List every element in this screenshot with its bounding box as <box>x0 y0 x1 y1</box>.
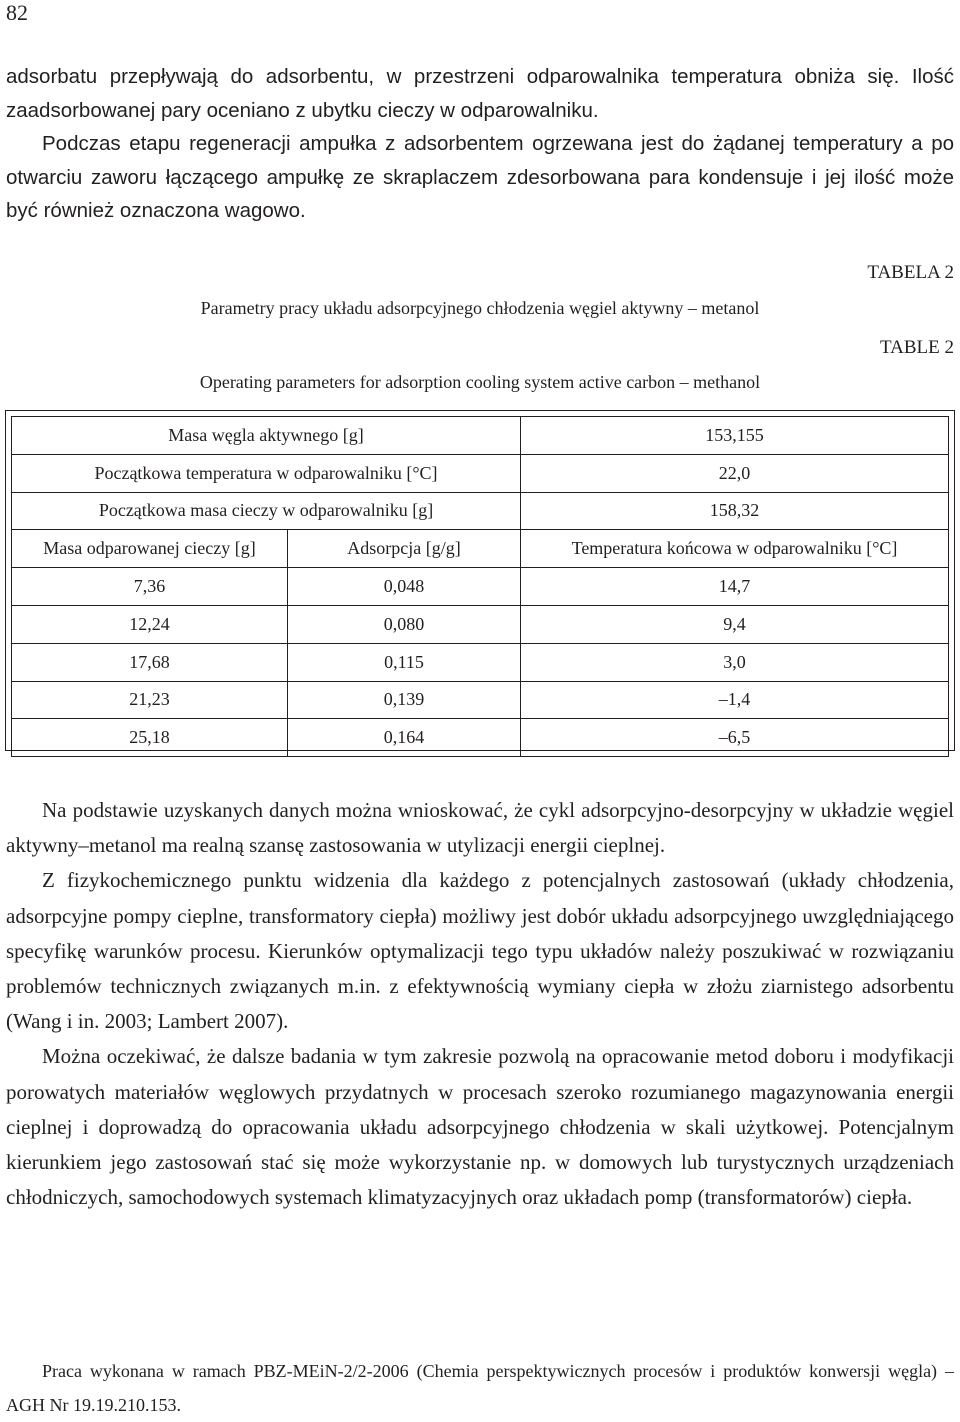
table-label-pl: TABELA 2 <box>867 262 954 283</box>
table-row <box>12 568 949 606</box>
table-cell: 0,080 <box>288 605 521 643</box>
table-cell: 0,115 <box>288 643 521 681</box>
body-paragraph-3: Można oczekiwać, że dalsze badania w tym zakresie pozwolą na opracowanie metod doboru i modyfikacji porowatych materiałów węglowych przydatnych w procesach szeroko rozumianego magazynowania energii cieplnej i doprowadzą do opracowania układu adsorpcyjnego chłodzenia w skali użytkowej. Potencjalnym kierunkiem jego zastosowań stać się może wykorzystanie np. w domowych lub turystycznych urządzeniach chłodniczych, samochodowych systemach klimatyzacyjnych oraz układach pomp (transformatorów) ciepła. <box>6 1044 954 1210</box>
intro-paragraph-2: Podczas etapu regeneracji ampułka z adsorbentem ogrzewana jest do żądanej temperatury a po otwarciu zaworu łączącego ampułkę ze skraplaczem zdesorbowana para kondensuje i jej ilość może być również oznaczona wagowo. <box>6 132 954 222</box>
param-label: Masa węgla aktywnego [g] <box>12 417 521 455</box>
table-row <box>12 719 949 757</box>
page-number: 82 <box>6 0 28 25</box>
table-row <box>12 492 949 530</box>
table-row <box>12 643 949 681</box>
table-label-en: TABLE 2 <box>880 337 954 358</box>
parameters-table <box>11 416 949 757</box>
column-header: Masa odparowanej cieczy [g] <box>12 530 288 568</box>
table-row <box>12 605 949 643</box>
table-cell: 3,0 <box>521 643 949 681</box>
table-row <box>12 681 949 719</box>
table-caption-en: Operating parameters for adsorption cooling system active carbon – methanol <box>199 372 761 392</box>
table-caption-pl: Parametry pracy układu adsorpcyjnego chłodzenia węgiel aktywny – metanol <box>200 298 760 318</box>
table-cell: –6,5 <box>521 719 949 757</box>
table-cell: 0,048 <box>288 568 521 606</box>
table-cell: 21,23 <box>12 681 288 719</box>
table-cell: 9,4 <box>521 605 949 643</box>
table-frame <box>5 410 955 751</box>
funding-footnote: Praca wykonana w ramach PBZ-MEiN-2/2-2006 (Chemia perspektywicznych procesów i produktów konwersji węgla) – AGH Nr 19.19.210.153. <box>6 1361 954 1415</box>
body-paragraph-2: Z fizykochemicznego punktu widzenia dla każdego z potencjalnych zastosowań (układy chłodzenia, adsorpcyjne pompy cieplne, transformatory ciepła) możliwy jest dobór układu adsorpcyjnego uwzględniającego specyfikę warunków procesu. Kierunków optymalizacji tego typu układów należy poszukiwać w rozwiązaniu problemów technicznych związanych m.in. z efektywnością wymiany ciepła w złożu ziarnistego adsorbentu (Wang i in. 2003; Lambert 2007). <box>6 868 954 1034</box>
intro-text <box>6 60 954 228</box>
param-label: Początkowa temperatura w odparowalniku [°C] <box>12 454 521 492</box>
table-cell: 14,7 <box>521 568 949 606</box>
column-header: Temperatura końcowa w odparowalniku [°C] <box>521 530 949 568</box>
intro-paragraph-1: adsorbatu przepływają do adsorbentu, w przestrzeni odparowalnika temperatura obniża się. Ilość zaadsorbowanej pary oceniano z ubytku cieczy w odparowalniku. <box>6 65 954 122</box>
table-cell: 25,18 <box>12 719 288 757</box>
param-value: 158,32 <box>521 492 949 530</box>
body-paragraph-1: Na podstawie uzyskanych danych można wnioskować, że cykl adsorpcyjno-desorpcyjny w układzie węgiel aktywny–metanol ma realną szansę zastosowania w utylizacji energii cieplnej. <box>6 798 954 858</box>
table-row <box>12 417 949 455</box>
table-cell: 12,24 <box>12 605 288 643</box>
table-cell: –1,4 <box>521 681 949 719</box>
body-text <box>6 793 954 1215</box>
param-value: 153,155 <box>521 417 949 455</box>
table-row <box>12 454 949 492</box>
table-header-row <box>12 530 949 568</box>
param-value: 22,0 <box>521 454 949 492</box>
table-cell: 0,139 <box>288 681 521 719</box>
table-cell: 17,68 <box>12 643 288 681</box>
param-label: Początkowa masa cieczy w odparowalniku [g] <box>12 492 521 530</box>
column-header: Adsorpcja [g/g] <box>288 530 521 568</box>
table-cell: 7,36 <box>12 568 288 606</box>
table-cell: 0,164 <box>288 719 521 757</box>
